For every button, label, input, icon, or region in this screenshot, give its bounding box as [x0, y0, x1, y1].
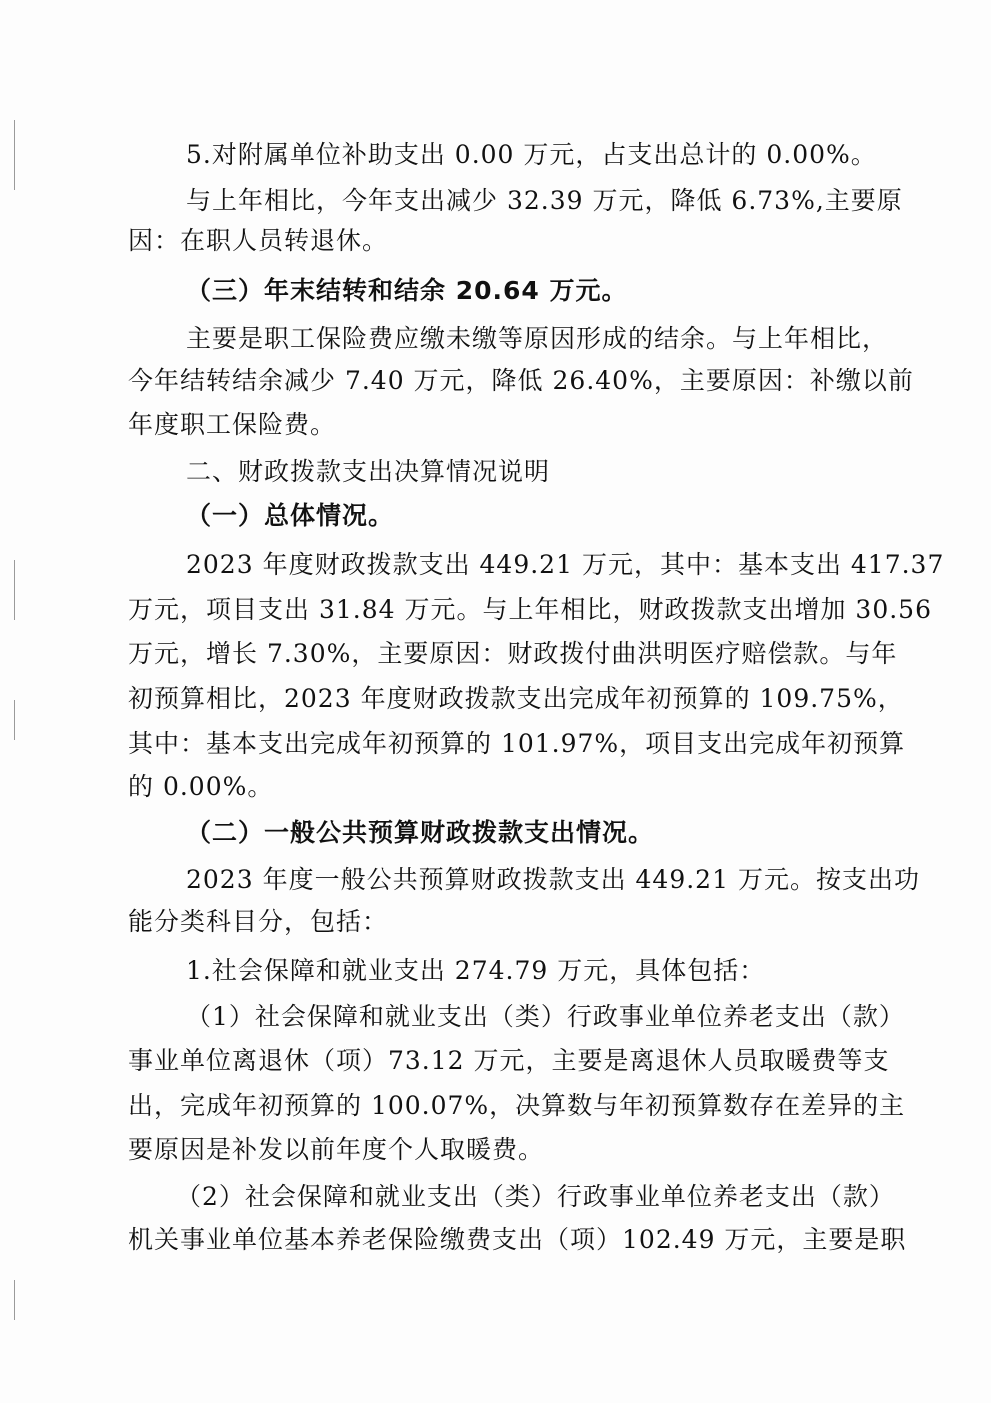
- text-line: （1）社会保障和就业支出（类）行政事业单位养老支出（款）: [186, 1002, 905, 1031]
- text-line: 万元，增长 7.30%，主要原因：财政拨付曲洪明医疗赔偿款。与年: [128, 639, 898, 668]
- text-line: 因：在职人员转退休。: [128, 226, 389, 255]
- text-line: 事业单位离退休（项）73.12 万元，主要是离退休人员取暖费等支: [128, 1046, 890, 1075]
- text-line: 出，完成年初预算的 100.07%，决算数与年初预算数存在差异的主: [128, 1091, 906, 1120]
- text-line: 能分类科目分，包括：: [128, 907, 389, 936]
- section-heading: 二、财政拨款支出决算情况说明: [186, 457, 551, 486]
- text-line: 与上年相比，今年支出减少 32.39 万元，降低 6.73%,主要原: [186, 186, 903, 215]
- section-heading: （一）总体情况。: [186, 501, 395, 530]
- text-line: 主要是职工保险费应缴未缴等原因形成的结余。与上年相比，: [186, 324, 889, 353]
- text-line: 2023 年度财政拨款支出 449.21 万元，其中：基本支出 417.37: [186, 550, 945, 579]
- scan-edge-mark: [14, 120, 15, 190]
- text-line: 年度职工保险费。: [128, 410, 337, 439]
- text-line: 2023 年度一般公共预算财政拨款支出 449.21 万元。按支出功: [186, 865, 920, 894]
- text-line: 要原因是补发以前年度个人取暖费。: [128, 1135, 545, 1164]
- section-heading: （三）年末结转和结余 20.64 万元。: [186, 276, 628, 305]
- scan-edge-mark: [14, 560, 15, 620]
- section-heading: （二）一般公共预算财政拨款支出情况。: [186, 818, 655, 847]
- text-line: 初预算相比，2023 年度财政拨款支出完成年初预算的 109.75%，: [128, 684, 904, 713]
- text-line: 1.社会保障和就业支出 274.79 万元，具体包括：: [186, 956, 766, 985]
- text-line: （2）社会保障和就业支出（类）行政事业单位养老支出（款）: [176, 1182, 895, 1211]
- text-line: 机关事业单位基本养老保险缴费支出（项）102.49 万元，主要是职: [128, 1225, 907, 1254]
- text-line: 其中：基本支出完成年初预算的 101.97%，项目支出完成年初预算: [128, 729, 906, 758]
- scan-edge-mark: [14, 1280, 15, 1320]
- text-line: 万元，项目支出 31.84 万元。与上年相比，财政拨款支出增加 30.56: [128, 595, 932, 624]
- text-line: 今年结转结余减少 7.40 万元，降低 26.40%，主要原因：补缴以前: [128, 366, 914, 395]
- scan-edge-mark: [14, 700, 15, 740]
- text-line: 的 0.00%。: [128, 772, 274, 801]
- text-line: 5.对附属单位补助支出 0.00 万元，占支出总计的 0.00%。: [186, 140, 877, 169]
